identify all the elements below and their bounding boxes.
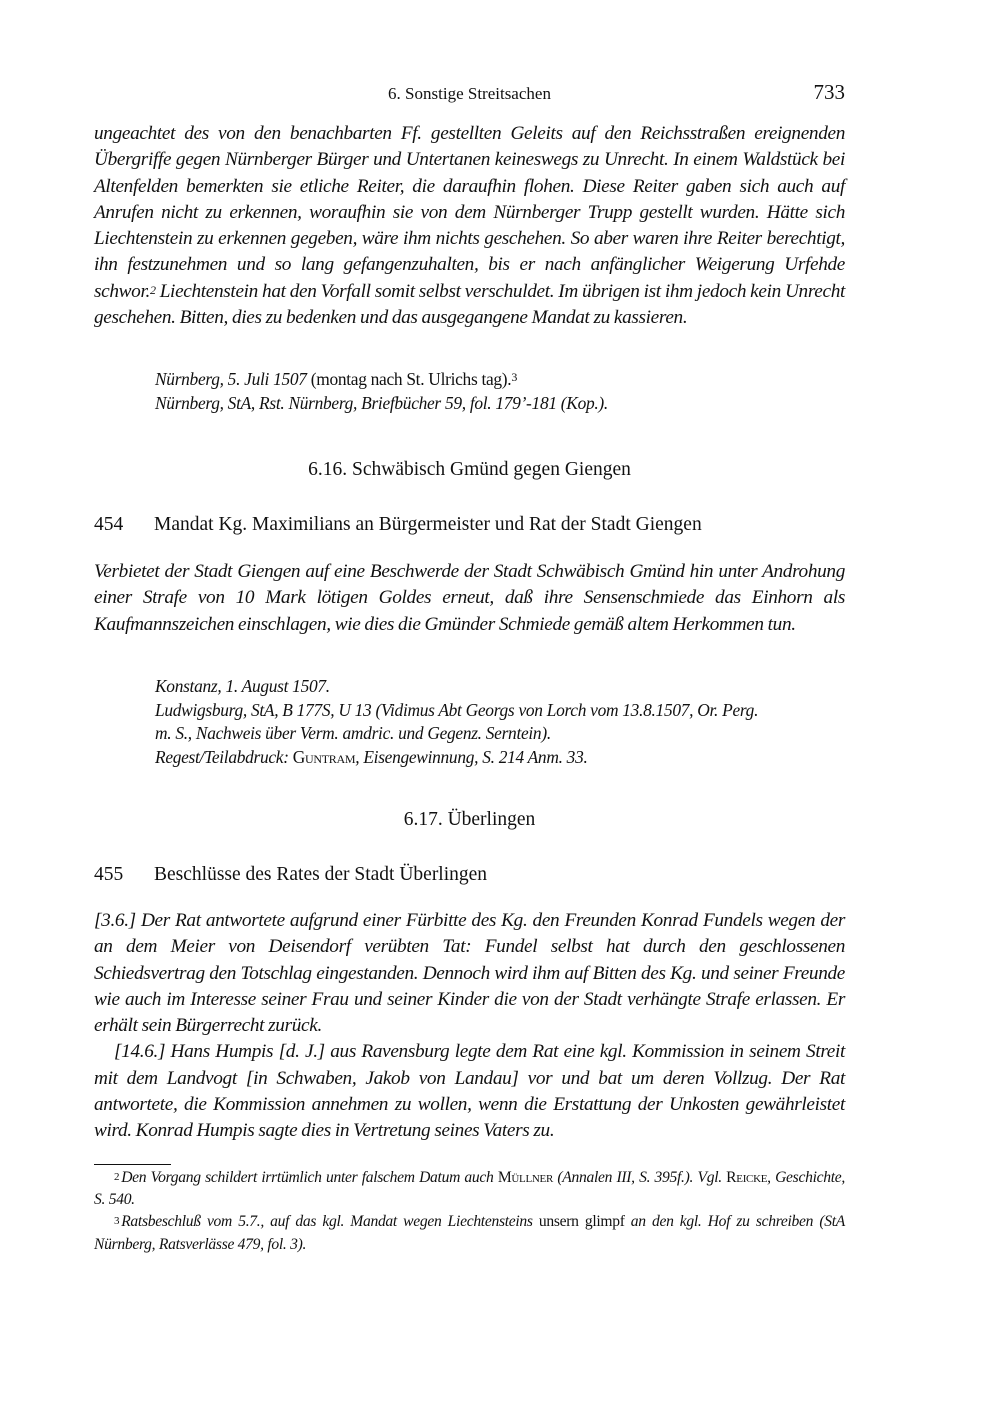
footnote-ref-2[interactable]: 2 [149,282,156,297]
footnotes [94,1167,845,1256]
summary-text: Verbietet der Stadt Giengen auf eine Beschwerde der Stadt Schwäbisch Gmünd hin unter Androhung einer Strafe von 10 Mark lötigen Goldes erneut, daß ihre Sensenschmiede das Einhorn als Kaufmannszeichen einschlagen, wie dies die Gmünder Schmiede gemäß altem Herkommen tun. [94,561,845,635]
document-number: 455 [94,864,124,885]
continuation-source [155,368,845,415]
footnote-text: , Geschichte, S. 540. [94,1169,845,1209]
source-date: Nürnberg, 5. Juli 1507 [155,369,307,389]
footnote-author: Reicke [726,1169,768,1186]
document-body-455 [94,908,845,1145]
paragraph-3-6: [3.6.] Der Rat antwortete aufgrund einer Fürbitte des Kg. den Freunden Konrad Fundels wegen der an dem Meier von Deisendorf verübten Tat: Fundel selbst hat durch den geschlossenen Schiedsvertrag den Totschlag eingestanden. Dennoch wird ihm auf Bitten des Kg. und seiner Freunde wie auch im Interesse seiner Frau und seiner Kinder die von der Stadt verhängte Strafe erlassen. Er erhält sein Bürgerrecht zurück. [94,910,845,1037]
document-title: Beschlüsse des Rates der Stadt Überlingen [154,864,488,885]
source-regest [155,746,845,770]
footnote-mark: 3 [114,1215,120,1228]
source-archive-line2: m. S., Nachweis über Verm. amdric. und Gegenz. Serntein). [155,723,551,744]
document-heading-455 [94,864,845,886]
footnote-text: an den kgl. Hof zu schreiben (StA Nürnberg, Ratsverlässe 479, fol. 3). [94,1213,846,1253]
footnote-quote: unsern glimpf [538,1213,625,1231]
regest-author: Guntram [292,746,356,767]
continuation-text-2: Liechtenstein hat den Vorfall somit selbst verschuldet. Im übrigen ist ihm jedoch kein Unrecht geschehen. Bitten, dies zu bedenken und das ausgegangene Mandat zu kassieren. [94,280,845,329]
document-heading-454 [94,514,845,536]
running-head [94,80,845,108]
footnote-text: (Annalen III, S. 395f.). Vgl. [553,1169,727,1186]
section-heading-6-17: 6.17. Überlingen [403,809,536,830]
document-title: Mandat Kg. Maximilians an Bürgermeister und Rat der Stadt Giengen [154,514,702,535]
document-summary-454 [94,559,845,638]
source-date-note: (montag nach St. Ulrichs tag). [306,369,512,389]
source-archive-line1: Ludwigsburg, StA, B 177S, U 13 (Vidimus Abt Georgs von Lorch vom 13.8.1507, Or. Perg. [155,699,759,720]
footnote-text: Den Vorgang schildert irrtümlich unter falschem Datum auch [121,1169,498,1186]
footnote-mark: 2 [114,1171,120,1183]
footnote-ref-3[interactable]: 3 [511,370,518,384]
regest-reference: , Eisengewinnung, S. 214 Anm. 33. [355,746,588,767]
continuation-paragraph [94,121,845,331]
footnote-3 [94,1211,845,1255]
paragraph-14-6: [14.6.] Hans Humpis [d. J.] aus Ravensburg legte dem Rat eine kgl. Kommission in seinem Streit mit dem Landvogt [in Schwaben, Jakob von Landau] vor und bat um deren Vollzug. Der Rat antwortete, die Kommission annehmen zu wollen, wenn die Erstattung der Unkosten gewährleistet wird. Konrad Humpis sagte dies in Vertretung seines Vaters zu. [94,1041,845,1142]
section-heading-6-16: 6.16. Schwäbisch Gmünd gegen Giengen [308,459,631,480]
page-number: 733 [813,80,845,104]
source-archive: Nürnberg, StA, Rst. Nürnberg, Briefbücher 59, fol. 179’-181 (Kop.). [155,392,608,413]
footnote-text: Ratsbeschluß vom 5.7., auf das kgl. Mandat wegen Liechtensteins [121,1213,539,1231]
document-source-454 [155,675,845,769]
footnote-rule [94,1164,171,1165]
continuation-text-1: ungeachtet des von den benachbarten Ff. gestellten Geleits auf den Reichsstraßen ereignenden Übergriffe gegen Nürnberger Bürger und Untertanen keineswegs zu Unrecht. In einem Waldstück bei Altenfelden bemerkten sie etliche Reiter, die daraufhin flohen. Diese Reiter gaben sich auch auf Anrufen nicht zu erkennen, woraufhin sie von dem Nürnberger Trupp gestellt wurden. Hätte sich Liechtenstein zu erkennen gegeben, wäre ihm nichts geschehen. So aber waren ihre Reiter berechtigt, ihn festzunehmen und so lang gefangenzuhalten, bis er nach anfänglicher Weigerung Urfehde schwor. [94,123,845,302]
regest-label: Regest/Teilabdruck: [155,746,293,767]
document-number: 454 [94,514,124,535]
source-date: Konstanz, 1. August 1507. [155,676,330,696]
running-head-title: 6. Sonstige Streitsachen [388,84,551,103]
footnote-author: Müllner [497,1169,553,1186]
footnote-2 [94,1167,845,1211]
